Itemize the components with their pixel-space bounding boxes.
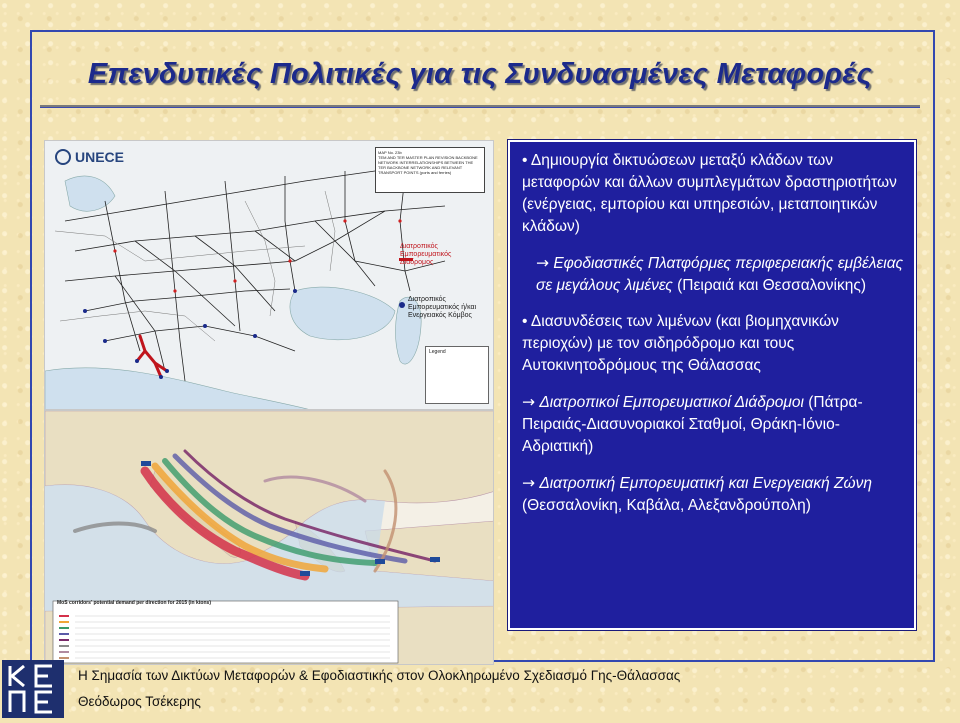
point-port-connections <box>522 311 904 377</box>
arrow-icon: → <box>522 393 535 411</box>
footer-author: Θεόδωρος Τσέκερης <box>78 694 201 709</box>
legend-title: Legend <box>429 349 446 355</box>
unece-logo <box>55 149 124 165</box>
kepe-logo <box>2 660 64 718</box>
title-divider <box>40 105 920 108</box>
map-title-box <box>375 147 485 193</box>
intermodal-corridors-italic: Διατροπικοί Εμπορευματικοί Διάδρομοι <box>539 394 804 411</box>
bullet-1: • <box>522 152 528 169</box>
map-legend <box>425 346 489 404</box>
mos-map-graphic <box>45 411 494 665</box>
point-networking <box>522 150 904 238</box>
un-globe-icon <box>55 149 71 165</box>
point-logistics-platforms <box>522 252 904 297</box>
energy-zone-rest: (Θεσσαλονίκη, Καβάλα, Αλεξανδρούπολη) <box>522 497 811 514</box>
slide-title: Επενδυτικές Πολιτικές για τις Συνδυασμένες Μεταφορές <box>87 58 873 90</box>
map-number: MAP No. 23b <box>378 150 402 155</box>
ter-network-map <box>44 140 494 410</box>
footer-title: Η Σημασία των Δικτύων Μεταφορών & Εφοδιαστικής στον Ολοκληρωμένο Σχεδιασμό Γης-Θάλασσας <box>78 668 681 683</box>
unece-label: UNECE <box>75 149 125 165</box>
logistics-platforms-italic: Εφοδιαστικές Πλατφόρμες περιφερειακής εμβέλειας σε μεγάλους λιμένες <box>536 255 904 294</box>
point-energy-zone <box>522 472 904 517</box>
policy-textbox <box>508 140 916 630</box>
hub-legend-mark <box>399 302 405 308</box>
kepe-logo-icon <box>2 660 64 718</box>
point-intermodal-corridors <box>522 391 904 458</box>
corridor-annotation: Διατροπικός Εμπορευματικός Διάδρομος <box>400 243 452 266</box>
point-networking-text: Δημιουργία δικτυώσεων μεταξύ κλάδων των μεταφορών και άλλων συμπλεγμάτων δραστηριοτήτων (ενέργειας, εμπορίου και υπηρεσιών, μεταποιητικών κλάδων) <box>522 152 897 235</box>
energy-zone-italic: Διατροπική Εμπορευματική και Ενεργειακή Ζώνη <box>539 475 872 492</box>
arrow-icon: → <box>536 254 549 272</box>
mos-table-title: MoS corridors' potential demand per direction for 2015 (in ktons) <box>57 600 211 606</box>
mos-corridors-map <box>44 410 494 665</box>
hub-annotation: Διατροπικός Εμπορευματικός ή/και Ενεργειακός Κόμβος <box>408 296 477 319</box>
logistics-platforms-rest: (Πειραιά και Θεσσαλονίκης) <box>672 277 866 294</box>
arrow-icon: → <box>522 474 535 492</box>
point-port-connections-text: Διασυνδέσεις των λιμένων (και βιομηχανικών περιοχών) με τον σιδηρόδρομο και τους Αυτοκινητοδρόμους της Θάλασσας <box>522 313 839 374</box>
map-note-text: TEM AND TER MASTER PLAN REVISION BACKBONE NETWORK INTERRELATIONSHIPS BETWEEN THE TER BACKBONE NETWORK AND RELEVANT TRANSPORT POINTS (ports and ferries) <box>378 155 478 175</box>
intermodal-corridors-rest: (Πάτρα-Πειραιάς-Διασυνοριακοί Σταθμοί, Θράκη-Ιόνιο-Αδριατική) <box>522 394 863 455</box>
bullet-2: • <box>522 313 528 330</box>
